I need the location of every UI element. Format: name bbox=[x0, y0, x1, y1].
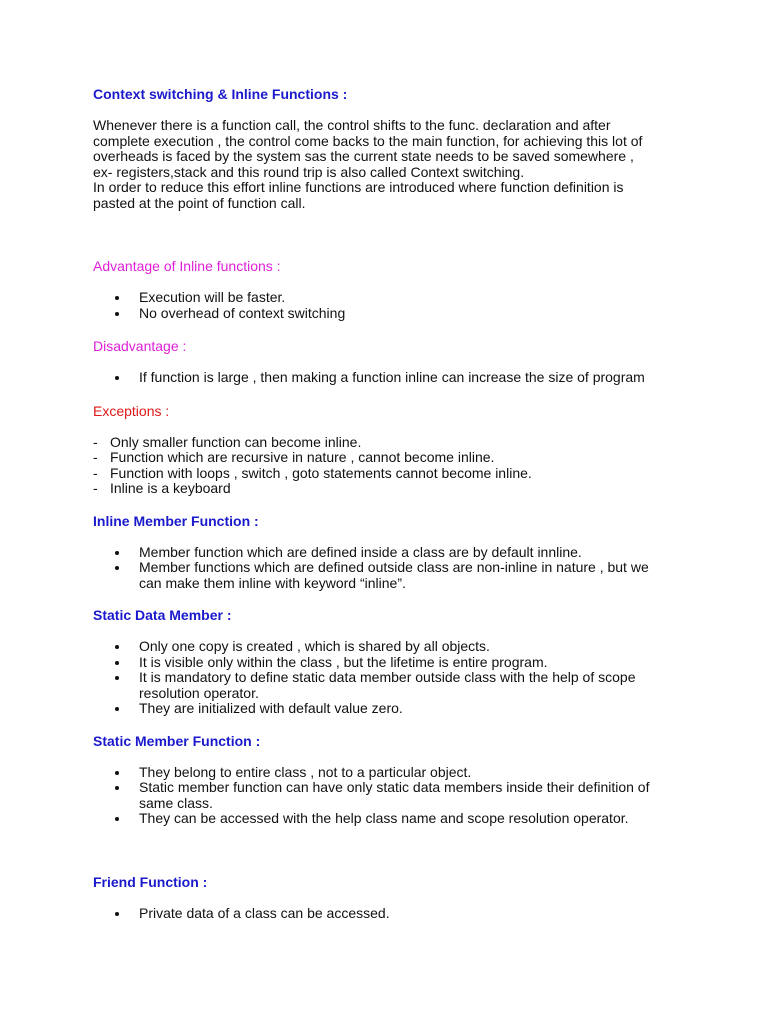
heading-context-switching: Context switching & Inline Functions : bbox=[93, 86, 348, 102]
list-item: Static member function can have only static data members inside their definition of same class. bbox=[93, 780, 673, 811]
list-item: If function is large , then making a function inline can increase the size of program bbox=[93, 370, 673, 386]
list-item: It is mandatory to define static data member outside class with the help of scope resolution operator. bbox=[93, 670, 673, 701]
bullet-icon bbox=[115, 645, 119, 649]
bullet-icon bbox=[115, 376, 119, 380]
list-friend bbox=[93, 906, 673, 922]
list-item: They are initialized with default value zero. bbox=[93, 701, 673, 717]
list-item: - Function which are recursive in nature , cannot become inline. bbox=[93, 449, 495, 465]
list-item: - Inline is a keyboard bbox=[93, 480, 231, 496]
list-item: They can be accessed with the help class name and scope resolution operator. bbox=[93, 811, 673, 827]
document-page bbox=[93, 86, 673, 921]
list-inline-member bbox=[93, 545, 673, 592]
heading-static-data-member: Static Data Member : bbox=[93, 607, 232, 623]
bullet-icon bbox=[115, 817, 119, 821]
bullet-icon bbox=[115, 661, 119, 665]
paragraph-line: complete execution , the control come backs to the main function, for achieving this lot of bbox=[93, 132, 643, 149]
list-static-member bbox=[93, 765, 673, 827]
dash-marker: - bbox=[93, 464, 98, 481]
heading-friend-function: Friend Function : bbox=[93, 873, 208, 890]
dash-marker: - bbox=[93, 433, 98, 450]
paragraph-context-switching bbox=[93, 118, 673, 211]
heading-inline-member-function: Inline Member Function : bbox=[93, 512, 259, 529]
bullet-icon bbox=[115, 312, 119, 316]
list-advantage bbox=[93, 290, 673, 321]
list-item: Member functions which are defined outside class are non-inline in nature , but we can make them inline with keyword “inline”. bbox=[93, 560, 673, 591]
bullet-icon bbox=[115, 296, 119, 300]
paragraph-line: ex- registers,stack and this round trip is also called Context switching. bbox=[93, 163, 525, 180]
bullet-icon bbox=[115, 786, 119, 790]
paragraph-line: overheads is faced by the system sas the current state needs to be saved somewhere , bbox=[93, 148, 634, 164]
list-item: Member function which are defined inside a class are by default innline. bbox=[93, 545, 673, 561]
list-item: - Only smaller function can become inline. bbox=[93, 433, 362, 450]
heading-exceptions: Exceptions : bbox=[93, 402, 170, 419]
list-item: Execution will be faster. bbox=[93, 290, 673, 306]
bullet-icon bbox=[115, 566, 119, 570]
list-disadvantage bbox=[93, 370, 673, 386]
heading-disadvantage: Disadvantage : bbox=[93, 338, 187, 354]
bullet-icon bbox=[115, 707, 119, 711]
paragraph-line: In order to reduce this effort inline functions are introduced where function definition is bbox=[93, 179, 624, 195]
paragraph-line: Whenever there is a function call, the control shifts to the func. declaration and after bbox=[93, 117, 611, 133]
list-item: No overhead of context switching bbox=[93, 306, 673, 322]
bullet-icon bbox=[115, 676, 119, 680]
list-item: They belong to entire class , not to a particular object. bbox=[93, 765, 673, 781]
bullet-icon bbox=[115, 551, 119, 555]
dash-marker: - bbox=[93, 480, 98, 496]
list-item: It is visible only within the class , but the lifetime is entire program. bbox=[93, 655, 673, 671]
list-item: - Function with loops , switch , goto statements cannot become inline. bbox=[93, 464, 532, 481]
list-item: Private data of a class can be accessed. bbox=[93, 906, 673, 922]
list-item: Only one copy is created , which is shared by all objects. bbox=[93, 639, 673, 655]
heading-static-member-function: Static Member Function : bbox=[93, 732, 261, 749]
paragraph-line: pasted at the point of function call. bbox=[93, 194, 306, 211]
bullet-icon bbox=[115, 771, 119, 775]
list-static-data bbox=[93, 639, 673, 717]
dash-marker: - bbox=[93, 449, 98, 465]
bullet-icon bbox=[115, 912, 119, 916]
heading-advantage: Advantage of Inline functions : bbox=[93, 258, 281, 274]
list-exceptions bbox=[93, 435, 673, 497]
